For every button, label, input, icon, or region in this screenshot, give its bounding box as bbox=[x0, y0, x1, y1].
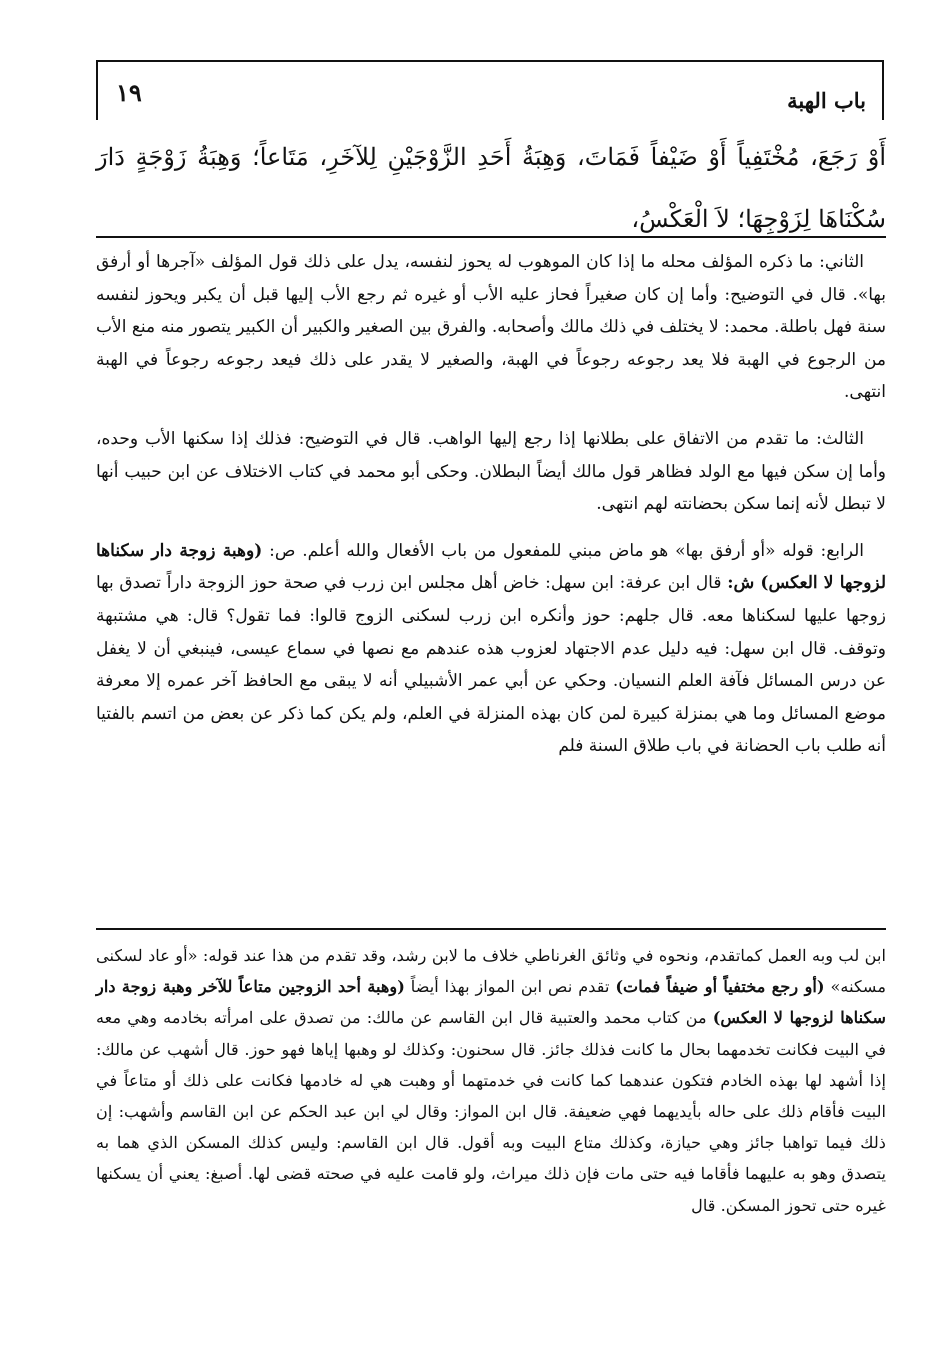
footnote-divider bbox=[96, 928, 886, 930]
footnote-part-3: تقدم نص ابن المواز بهذا أيضاً bbox=[410, 977, 610, 997]
main-text: أَوْ رَجَعَ، مُخْتَفِياً أَوْ ضَيْفاً فَمَاتَ، وَهِبَةُ أَحَدِ الزَّوْجَيْنِ لِلآخَرِ، مَتَاعاً؛ وَهِبَةُ زَوْجَةٍ دَارَ سُكْنَاهَا لِزَوْجِهَا؛ لاَ الْعَكْسُ، bbox=[96, 143, 886, 233]
commentary-paragraph-second: الثاني: ما ذكره المؤلف محله ما إذا كان الموهوب له يحوز لنفسه، يدل على ذلك قول المؤلف «آجرها أو أرفق بها». قال في التوضيح: وأما إن كان صغيراً فحاز عليه الأب أو غيره ثم رجع الأب إليها قبل أن يكبر ويحوز لنفسه سنة فهل باطلة. محمد: لا يختلف في ذلك مالك وأصحابه. والفرق بين الصغير والكبير أن الكبير يتصور منه منع الأب من الرجوع في الهبة فلا يعد رجوعه رجوعاً في الهبة، والصغير لا يقدر على ذلك فيعد رجوعه رجوعاً في الهبة انتهى. bbox=[96, 252, 886, 403]
commentary-paragraph-third: الثالث: ما تقدم من الاتفاق على بطلانها إذا رجع إليها الواهب. قال في التوضيح: فذلك إذا سكنها الأب وحده، وأما إن سكن فيها مع الولد فظاهر قول مالك أيضاً البطلان. وحكى أبو محمد في كتاب الاختلاف عن ابن حبيب أنها لا تبطل لأنه إنما سكن بحضانته لهم انتهى. bbox=[96, 428, 886, 515]
footnote-part-1: ابن لب وبه العمل كماتقدم، ونحوه في وثائق الغرناطي خلاف ما لابن رشد، وقد تقدم من هذا عند قوله: «أو عاد لسكنى مسكنه» bbox=[96, 946, 887, 997]
commentary-fourth-body: قال ابن عرفة: ابن سهل: خاض أهل مجلس ابن زرب في صحة حوز الزوجة داراً تصدق بها زوجها عليها لسكناها معه. قال جلهم: حوز وأنكره ابن زرب لسكنى الزوج قالوا: فما تقول؟ قال: هي مشتبهة وتوقف. قال ابن سهل: فيه دليل عدم الاجتهاد لعزوب هذه عندهم مع نصها في سماع عيسى، فينبغي أن لا يغفل عن درس المسائل فآفة العلم النسيان. وحكي عن أبي عمر الأشبيلي أنه لا يبقى مع الحافظ آخر عمره إلا معرفة موضع المسائل وما هي بمنزلة كبيرة لمن كان بهذه المنزلة في العلم، ولم يكن كما ذكر عن بعض من اتسم بالفتيا أنه طلب باب الحضانة في باب طلاق السنة فلم bbox=[96, 573, 886, 757]
page-header bbox=[96, 60, 884, 120]
commentary-paragraph-fourth bbox=[96, 535, 886, 763]
footnote-paragraph bbox=[96, 940, 886, 1221]
footnote bbox=[96, 940, 886, 1221]
footnote-quoted-1: (أو رجع مختفياً أو ضيفاً فمات) bbox=[615, 977, 825, 997]
commentary-fourth-intro: الرابع: قوله «أو أرفق بها» هو ماض مبني للمفعول من باب الأفعال والله أعلم. ص: bbox=[269, 540, 864, 561]
page-number: ١٩ bbox=[116, 78, 142, 107]
commentary bbox=[96, 246, 886, 763]
footnote-quoted-2: (وهبة أحد الزوجين متاعاً للآخر وهبة زوجة دار سكناها لزوجها لا العكس) bbox=[96, 977, 887, 1028]
commentary-quoted-matn: (وهبة زوجة دار سكناها لزوجها لا العكس) ش: bbox=[96, 540, 886, 594]
main-text-divider bbox=[96, 236, 886, 238]
chapter-title: باب الهبة bbox=[787, 88, 866, 113]
footnote-part-5: من كتاب محمد والعتبية قال ابن القاسم عن مالك: من تصدق على امرأته بخادمه وهي معه في البيت فكانت تخدمهما بحال ما كانت فذلك جائز. قال سحنون: وكذلك لو وهبها إياها فهو حوز. قال أشهب عن مالك: إذا أشهد لها بهذه الخادم فتكون عندهما كما كانت في خدمتهما أو وهبت هي له خادمها فكانت على ذلك أو متاعاً في البيت فأقام ذلك على حاله بأيديهما فهي ضعيفة. قال ابن المواز: وقال لي ابن عبد الحكم عن ابن القاسم وأشهب: إن ذلك فيما تواهبا جائز وهي حيازة، وكذلك متاع البيت وبه أقول. قال ابن القاسم: وليس كذلك المسكن الذي هما به يتصدق وهو به عليهما فأقاما فيه حتى مات فإن ذلك ميراث، ولو قامت عليه في صحته قضى لها. أصبغ: يعني أن يسكنها غيره حتى تحوز المسكن. قال bbox=[96, 1008, 886, 1215]
